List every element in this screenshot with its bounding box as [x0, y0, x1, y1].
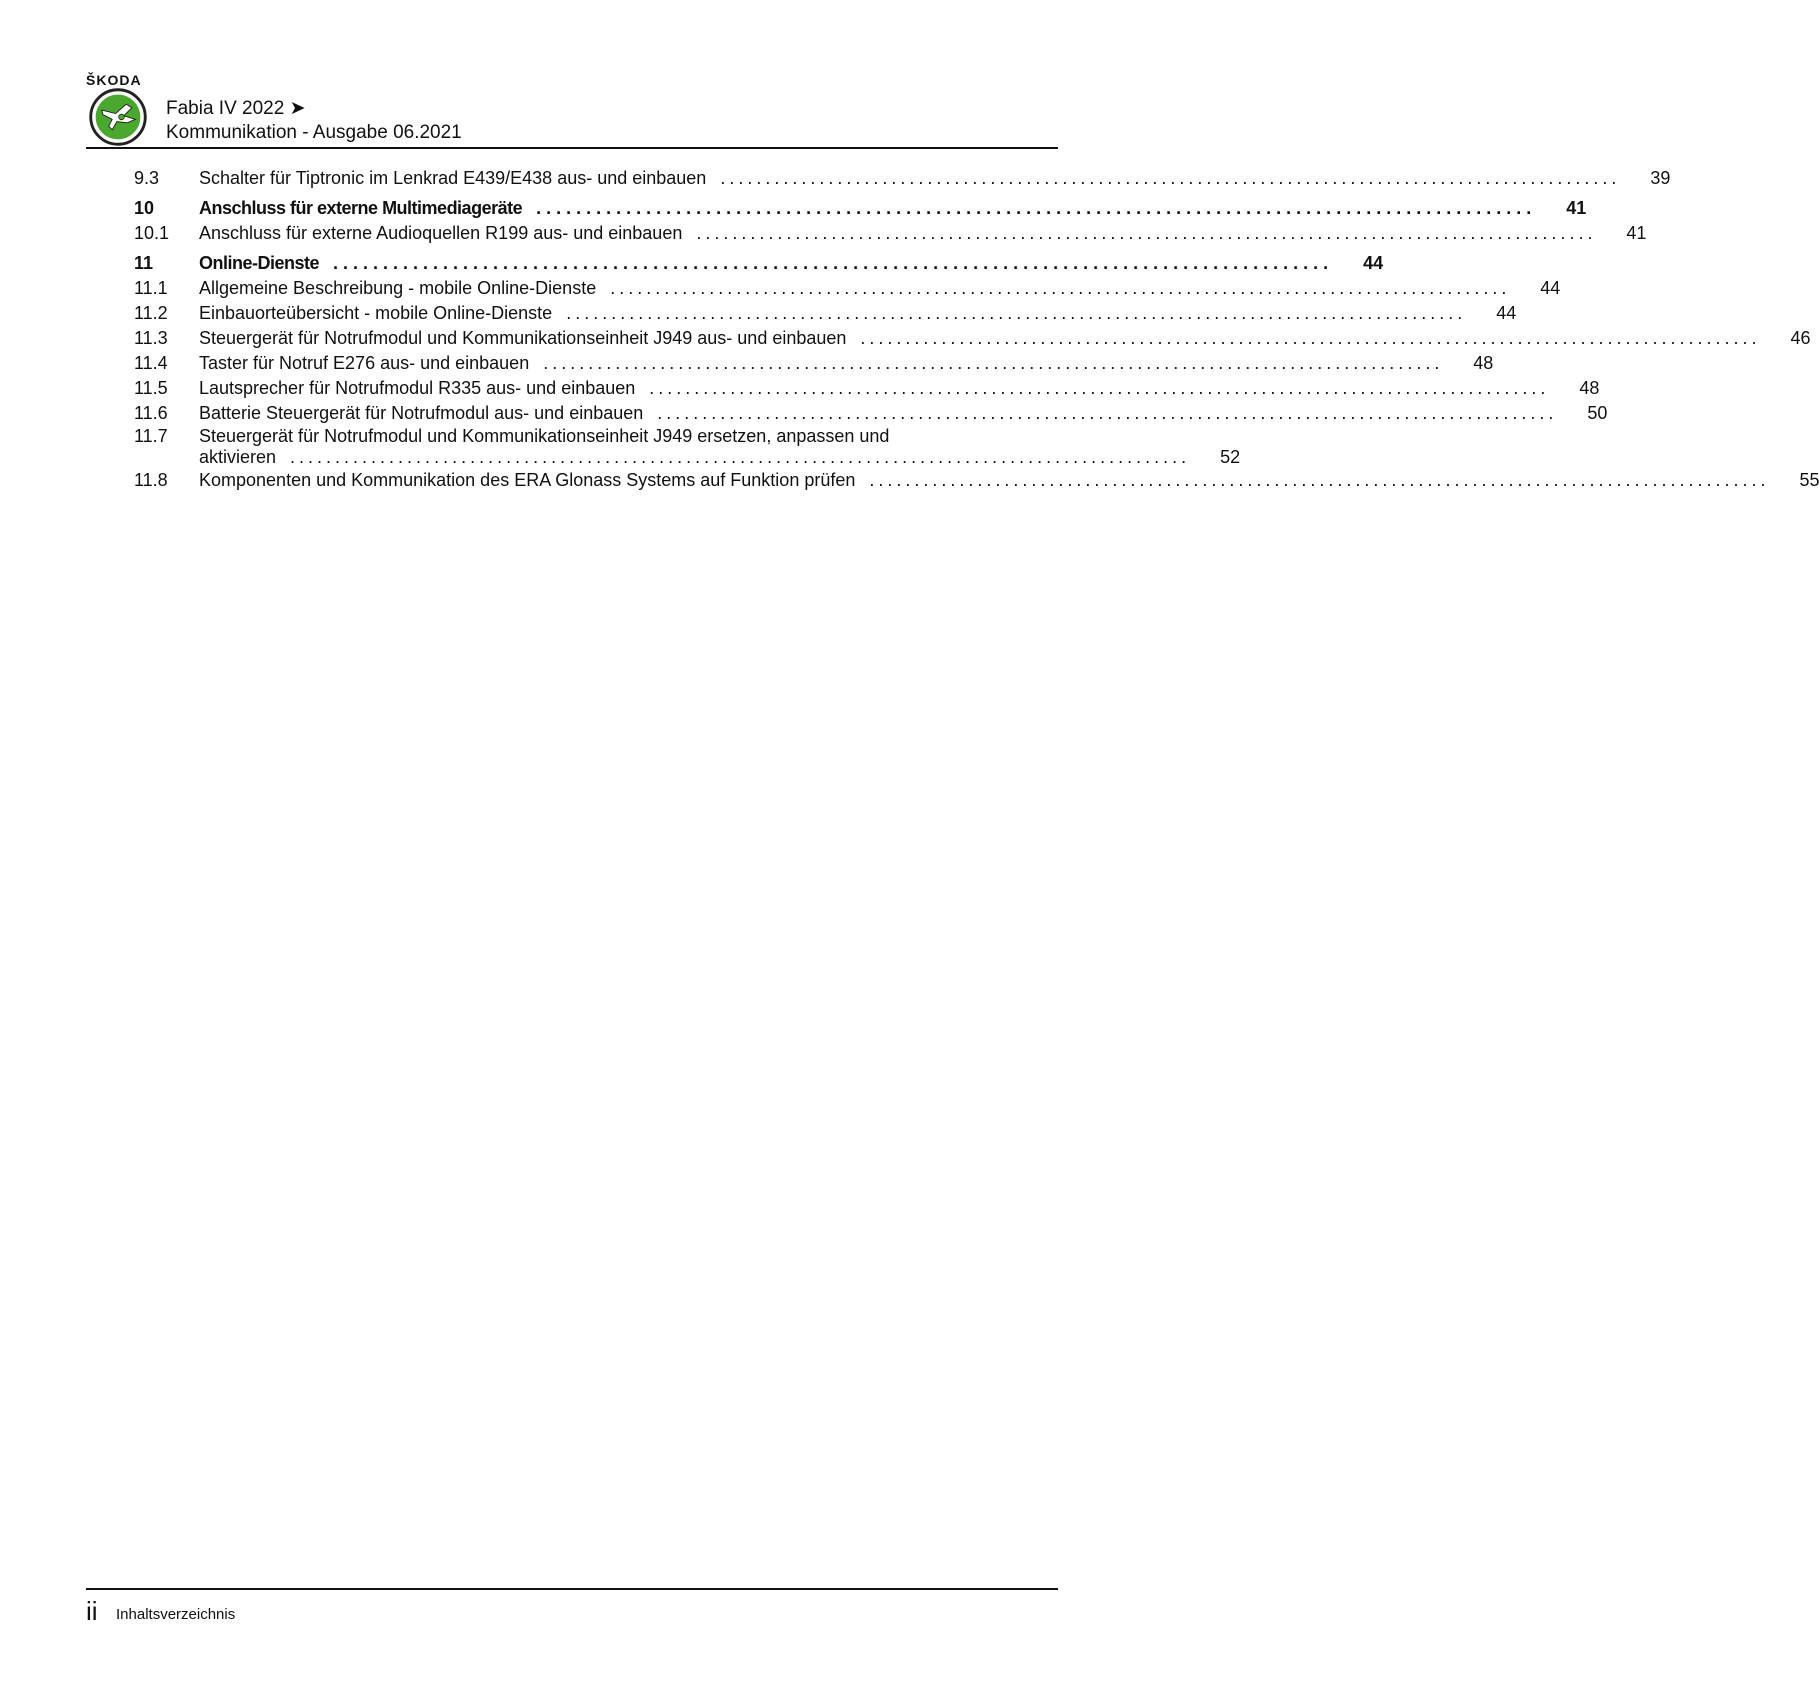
- toc-leader-dots: ....................................................................................................: [696, 223, 1597, 243]
- toc-page-number: 41: [1566, 198, 1587, 218]
- toc-page-number: 52: [1220, 447, 1241, 467]
- toc-title: Einbauorteübersicht - mobile Online-Dienste: [199, 303, 553, 323]
- toc-number: 11.6: [134, 403, 168, 423]
- toc-page-number: 48: [1473, 353, 1494, 373]
- toc-page-number: 46: [1790, 328, 1811, 348]
- footer-divider: [86, 1588, 1058, 1590]
- toc-entry-10-1[interactable]: [134, 221, 1647, 246]
- header-divider: [86, 147, 1058, 149]
- toc-entry-11-3[interactable]: [134, 326, 1811, 351]
- toc-number: 11.1: [134, 278, 168, 298]
- toc-entry-9-3[interactable]: [134, 166, 1671, 191]
- toc-entry-11-4[interactable]: [134, 351, 1494, 376]
- skoda-logo-icon: [89, 88, 147, 146]
- toc-leader-dots: ....................................................................................................: [536, 198, 1537, 218]
- toc-entry-10[interactable]: [134, 196, 1587, 221]
- toc-entry-11-2[interactable]: [134, 301, 1517, 326]
- toc-number: 9.3: [134, 168, 160, 188]
- footer-page-number: ii: [86, 1596, 98, 1626]
- toc-leader-dots: ....................................................................................................: [657, 403, 1558, 423]
- toc-number: 11.4: [134, 353, 168, 373]
- toc-leader-dots: ....................................................................................................: [333, 253, 1334, 273]
- toc-entry-11-7[interactable]: [134, 426, 1241, 468]
- toc-entry-11-8[interactable]: [134, 468, 1819, 493]
- toc-page-number: 44: [1363, 253, 1384, 273]
- toc-leader-dots: ....................................................................................................: [649, 378, 1550, 398]
- toc-leader-dots: ....................................................................................................: [290, 447, 1191, 467]
- document-subtitle: Kommunikation - Ausgabe 06.2021: [166, 122, 462, 143]
- toc-title-block: [199, 426, 1198, 468]
- toc-entry-11-6[interactable]: [134, 401, 1608, 426]
- toc-leader-dots: ....................................................................................................: [566, 303, 1467, 323]
- toc-leader-dots: ....................................................................................................: [610, 278, 1511, 298]
- toc-leader-dots: ....................................................................................................: [720, 168, 1621, 188]
- toc-title: Anschluss für externe Multimediageräte: [199, 198, 523, 218]
- toc-page-number: 39: [1650, 168, 1671, 188]
- toc-page-number: 44: [1540, 278, 1561, 298]
- toc-number: 10.1: [134, 223, 170, 243]
- toc-number: 11.5: [134, 378, 168, 398]
- toc-entry-11-5[interactable]: [134, 376, 1600, 401]
- toc-title: Taster für Notruf E276 aus- und einbauen: [199, 353, 530, 373]
- toc-title-line-1: Steuergerät für Notrufmodul und Kommunikationseinheit J949 ersetzen, anpassen und: [199, 426, 890, 446]
- toc-title: Online-Dienste: [199, 253, 320, 273]
- toc-page-number: 41: [1626, 223, 1647, 243]
- toc-number: 11.7: [134, 426, 168, 446]
- toc-page-number: 55: [1799, 470, 1819, 490]
- page-header: [86, 68, 1058, 148]
- toc-entry-11-1[interactable]: [134, 276, 1561, 301]
- toc-title: Steuergerät für Notrufmodul und Kommunikationseinheit J949 aus- und einbauen: [199, 328, 847, 348]
- toc-leader-dots: ....................................................................................................: [869, 470, 1770, 490]
- table-of-contents: [134, 166, 1819, 493]
- footer-section-label: Inhaltsverzeichnis: [116, 1606, 236, 1623]
- toc-title: Anschluss für externe Audioquellen R199 aus- und einbauen: [199, 223, 683, 243]
- toc-page-number: 48: [1579, 378, 1600, 398]
- toc-title: Schalter für Tiptronic im Lenkrad E439/E438 aus- und einbauen: [199, 168, 707, 188]
- toc-title-line-2: aktivieren: [199, 447, 277, 467]
- toc-number: 10: [134, 198, 155, 218]
- toc-leader-dots: ....................................................................................................: [543, 353, 1444, 373]
- toc-title: Lautsprecher für Notrufmodul R335 aus- und einbauen: [199, 378, 636, 398]
- toc-number: 11: [134, 253, 154, 273]
- toc-title-line-2-row: [199, 447, 1198, 468]
- toc-number: 11.3: [134, 328, 168, 348]
- toc-page-number: 50: [1587, 403, 1608, 423]
- toc-title: Allgemeine Beschreibung - mobile Online-Dienste: [199, 278, 597, 298]
- toc-title: Komponenten und Kommunikation des ERA Glonass Systems auf Funktion prüfen: [199, 470, 856, 490]
- toc-number: 11.2: [134, 303, 168, 323]
- toc-page-number: 44: [1496, 303, 1517, 323]
- brand-wordmark: ŠKODA: [86, 72, 142, 88]
- toc-leader-dots: ....................................................................................................: [860, 328, 1761, 348]
- toc-entry-11[interactable]: [134, 251, 1384, 276]
- toc-title: Batterie Steuergerät für Notrufmodul aus- und einbauen: [199, 403, 644, 423]
- toc-number: 11.8: [134, 470, 168, 490]
- document-title: Fabia IV 2022 ➤: [166, 98, 306, 119]
